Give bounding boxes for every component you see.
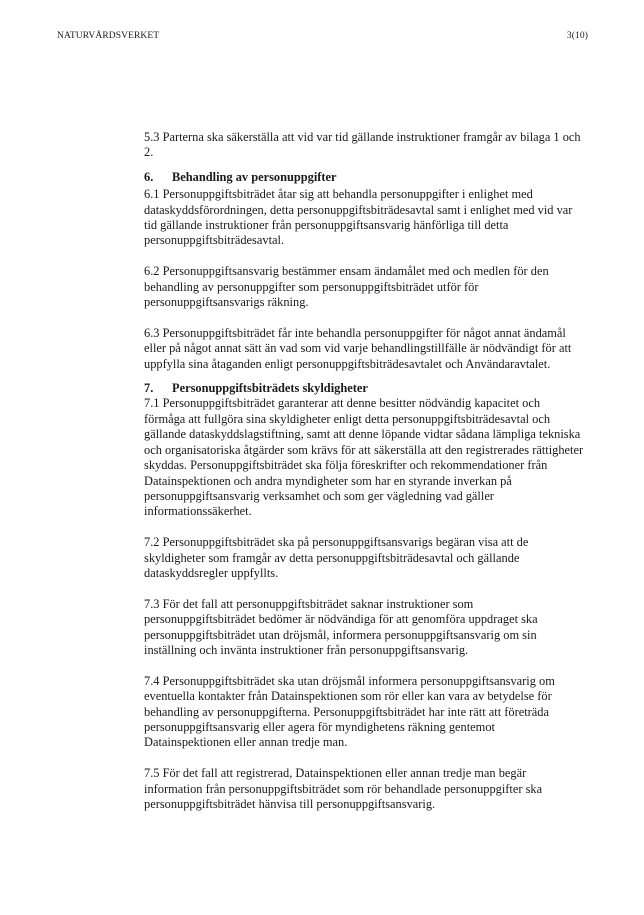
paragraph-7-2: 7.2 Personuppgiftsbiträdet ska på personuppgiftsansvarigs begäran visa att de skyldigheter som framgår av detta personuppgiftsbiträdesavtal och gällande dataskyddsregler uppfyllts.	[144, 535, 529, 580]
section-number: 7.	[144, 381, 154, 396]
page-header	[57, 31, 588, 45]
paragraph-6-3: 6.3 Personuppgiftsbiträdet får inte behandla personuppgifter för något annat ändamål eller på något annat sätt än vad som vid varje behandlingstillfälle är nödvändigt för att uppfylla sina åtaganden enligt personuppgiftsbiträdesavtalet och Användaravtalet.	[144, 325, 572, 371]
paragraph-7-1: 7.1 Personuppgiftsbiträdet garanterar att denne besitter nödvändig kapacitet och förmåga att fullgöra sina skyldigheter enligt detta personuppgiftsbiträdesavtal och gällande dataskyddslagstiftning, samt att denne löpande vidtar sådana lämpliga tekniska och organisatoriska åtgärder som krävs för att säkerställa att den registrerades rättigheter skyddas. Personuppgiftsbiträdet ska följa föreskrifter och rekommendationer från Datainspektionen och andra myndigheter som har en styrande inverkan på personuppgiftsansvarig verksamhet och som ger vägledning vad gäller informationssäkerhet.	[144, 396, 584, 519]
paragraph-6-2: 6.2 Personuppgiftsansvarig bestämmer ensam ändamålet med och medlen för den behandling av personuppgifter som personuppgiftsbiträdet utför för personuppgiftsansvarigs räkning.	[144, 264, 549, 310]
section-heading-7	[144, 381, 584, 396]
section-heading-6	[144, 170, 584, 185]
paragraph-7-3: 7.3 För det fall att personuppgiftsbiträdet saknar instruktioner som personuppgiftsbiträdet bedömer är nödvändiga för att genomföra uppdraget ska personuppgiftsbiträdet utan dröjsmål, informera personuppgiftsansvarig om sin inställning och invänta instruktioner från personuppgiftsansvarig.	[144, 596, 538, 657]
document-body	[144, 130, 584, 812]
section-title: Personuppgiftsbiträdets skyldigheter	[172, 381, 368, 396]
paragraph-6-1: 6.1 Personuppgiftsbiträdet åtar sig att behandla personuppgifter i enlighet med dataskyddsförordningen, detta personuppgiftsbiträdesavtal samt i enlighet med vid var tid gällande instruktioner från personuppgiftsansvarig hänförliga till detta personuppgiftsbiträdesavtal.	[144, 187, 573, 248]
section-title: Behandling av personuppgifter	[172, 169, 337, 184]
paragraph-7-4: 7.4 Personuppgiftsbiträdet ska utan dröjsmål informera personuppgiftsansvarig om eventuella kontakter från Datainspektionen som rör eller kan vara av betydelse för behandling av personuppgifterna. Personuppgiftsbiträdet har inte rätt att företräda personuppgiftsansvarig eller agera för myndighetens räkning gentemot Datainspektionen eller annan tredje man.	[144, 673, 555, 750]
paragraph-5-3: 5.3 Parterna ska säkerställa att vid var tid gällande instruktioner framgår av bilaga 1 och 2.	[144, 130, 581, 160]
organization-name: NATURVÅRDSVERKET	[57, 31, 160, 41]
page-number: 3(10)	[566, 31, 588, 41]
section-number: 6.	[144, 169, 154, 184]
paragraph-7-5: 7.5 För det fall att registrerad, Datainspektionen eller annan tredje man begär information från personuppgiftsbiträdet som rör behandlade personuppgifter ska personuppgiftsbiträdet hänvisa till personuppgiftsansvarig.	[144, 766, 543, 811]
